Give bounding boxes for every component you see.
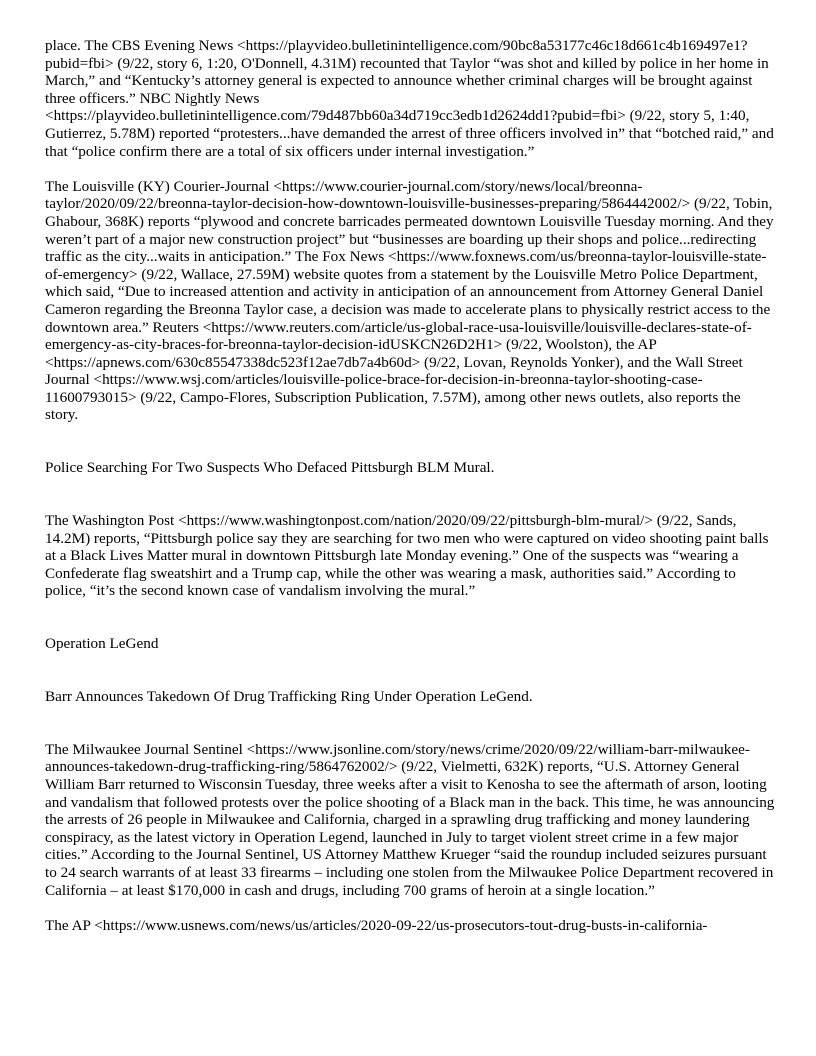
section-heading-operation-legend: Operation LeGend [45, 635, 159, 653]
document-page [45, 37, 775, 934]
paragraph-courier-journal: The Louisville (KY) Courier-Journal <https://www.courier-journal.com/story/news/local/breonna-taylor/2020/09/22/breonna-taylor-decision-how-downtown-louisville-businesses-preparing/5864442002/> (9/22, Tobin, Ghabour, 368K) reports “plywood and concrete barricades permeated downtown Louisville Tuesday morning. And they weren’t part of a major new construction project” but “businesses are boarding up their shops and police...redirecting traffic as the city...waits in anticipation.” The Fox News <https://www.foxnews.com/us/breonna-taylor-louisville-state-of-emergency> (9/22, Wallace, 27.59M) website quotes from a statement by the Louisville Metro Police Department, which said, “Due to increased attention and activity in anticipation of an announcement from Attorney General Daniel Cameron regarding the Breonna Taylor case, a decision was made to accelerate plans to physically restrict access to the downtown area.” Reuters <https://www.reuters.com/article/us-global-race-usa-louisville/louisville-declares-state-of-emergency-as-city-braces-for-breonna-taylor-decision-idUSKCN26D2H1> (9/22, Woolston), the AP <https://apnews.com/630c85547338dc523f12ae7db7a4b60d> (9/22, Lovan, Reynolds Yonker), and the Wall Street Journal <https://www.wsj.com/articles/louisville-police-brace-for-decision-in-breonna-taylor-shooting-case-11600793015> (9/22, Campo-Flores, Subscription Publication, 7.57M), among other news outlets, also reports the story. [45, 177, 774, 424]
paragraph-ap-usnews: The AP <https://www.usnews.com/news/us/articles/2020-09-22/us-prosecutors-tout-drug-busts-in-california- [45, 916, 708, 934]
paragraph-washington-post: The Washington Post <https://www.washingtonpost.com/nation/2020/09/22/pittsburgh-blm-mural/> (9/22, Sands, 14.2M) reports, “Pittsburgh police say they are searching for two men who were captured on video shooting paint balls at a Black Lives Matter mural in downtown Pittsburgh late Monday evening.” One of the suspects was “wearing a Confederate flag sweatshirt and a Trump cap, while the other was wearing a mask, authorities said.” According to police, “it’s the second known case of vandalism involving the mural.” [45, 512, 769, 600]
heading-barr-takedown: Barr Announces Takedown Of Drug Trafficking Ring Under Operation LeGend. [45, 687, 533, 705]
paragraph-milwaukee-journal-sentinel: The Milwaukee Journal Sentinel <https://www.jsonline.com/story/news/crime/2020/09/22/william-barr-milwaukee-announces-takedown-drug-trafficking-ring/5864762002/> (9/22, Vielmetti, 632K) reports, “U.S. Attorney General William Barr returned to Wisconsin Tuesday, three weeks after a visit to Kenosha to see the aftermath of arson, looting and vandalism that followed protests over the police shooting of a Black man in the back. This time, he was announcing the arrests of 26 people in Milwaukee and California, charged in a sprawling drug trafficking and money laundering conspiracy, as the latest victory in Operation Legend, launched in July to target violent street crime in a few major cities.” According to the Journal Sentinel, US Attorney Matthew Krueger “said the roundup included seizures pursuant to 24 search warrants of at least 33 firearms – including one stolen from the Milwaukee Police Department recovered in California – at least $170,000 in cash and drugs, including 700 grams of heroin at a single location.” [45, 740, 775, 899]
heading-pittsburgh-mural: Police Searching For Two Suspects Who Defaced Pittsburgh BLM Mural. [45, 459, 495, 477]
paragraph-cbs-nbc-coverage: place. The CBS Evening News <https://playvideo.bulletinintelligence.com/90bc8a53177c46c18d661c4b169497e1?pubid=fbi> (9/22, story 6, 1:20, O'Donnell, 4.31M) recounted that Taylor “was shot and killed by police in her home in March,” and “Kentucky’s attorney general is expected to announce whether criminal charges will be brought against three officers.” NBC Nightly News <https://playvideo.bulletinintelligence.com/79d487bb60a34d719cc3edb1d2624dd1?pubid=fbi> (9/22, story 5, 1:40, Gutierrez, 5.78M) reported “protesters...have demanded the arrest of three officers involved in” that “botched raid,” and that “police confirm there are a total of six officers under internal investigation.” [45, 37, 774, 160]
